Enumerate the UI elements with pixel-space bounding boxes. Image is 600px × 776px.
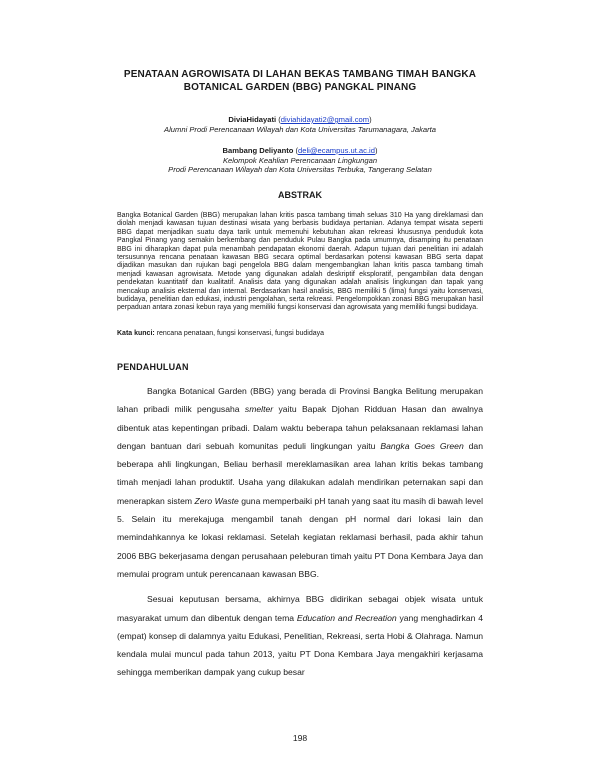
text-run: guna memperbaiki pH tanah yang saat itu masih di bawah level 5. Selain itu merekajuga mengambil tanah dengan pH normal dari lokasi lain dan memindahkannya ke lokasi reklamasi. Setelah kegiatan reklamasi berhasil, pada akhir tahun 2006 BBG bekerjasama dengan perusahaan peleburan timah yaitu PT Dona Kembara Jaya dan memulai program untuk perencanaan kawasan BBG. [117, 495, 483, 579]
section-body [117, 382, 483, 682]
author-affiliation: Alumni Prodi Perencanaan Wilayah dan Kota Universitas Tarumanagara, Jakarta [164, 124, 436, 134]
section-heading: PENDAHULUAN [117, 362, 189, 372]
italic-term: Zero Waste [194, 495, 239, 506]
text-run: dan beberapa ahli lingkungan, Beliau berhasil mereklamasikan area lahan kritis bekas tambang timah menjadi lahan produktif. Usaha yang dilakukan adalah mendirikan peternakan sapi dan menerapkan sistem [117, 440, 483, 506]
text-run: yaitu Bapak Djohan Ridduan Hasan dan awalnya dibentuk atas kepentingan pribadi. Dalam waktu beberapa tahun pelaksanaan reklamasi lahan dengan bantuan dari sebuah komunitas peduli lingkungan yaitu [117, 404, 483, 451]
text-run: yang menghadirkan 4 (empat) konsep di dalamnya yaitu Edukasi, Penelitian, Rekreasi, serta Hobi & Olahraga. Namun kendala mulai muncul pada tahun 2013, yaitu PT Dona Kembara Jaya mengakhiri kerjasama sehingga memberikan dampak yang cukup besar [117, 612, 483, 678]
text-run: Bangka Botanical Garden (BBG) yang berada di Provinsi Bangka Belitung merupakan lahan pribadi milik pengusaha [117, 386, 483, 415]
author-1: DiviaHidayati (diviahidayati2@gmail.com) Alumni Prodi Perencanaan Wilayah dan Kota Universitas Tarumanagara, Jakarta [60, 115, 540, 134]
abstract-text: Bangka Botanical Garden (BBG) merupakan lahan kritis pasca tambang timah seluas 310 Ha yang direklamasi dan diolah menjadi kawasan tujuan destinasi wisata yang berbasis budidaya pertanian. Adanya tempat wisata seperti BBG dapat menjadikan suatu daya tarik untuk memenuhi kebutuhan akan rekreasi khususnya penduduk kota Pangkal Pinang yang semakin berkembang dan penduduk Pulau Bangka pada umumnya, disamping itu penataan BBG ini diharapkan dapat pula menambah pendapatan ekonomi daerah. Adapun tujuan dari penelitian ini adalah tersusunnya rencana penataan kawasan BBG secara optimal berdasarkan potensi kawasan BBG serta dapat dijadikan masukan dan rujukan bagi pengelola BBG dalam mengembangkan lahan kritis pasca tambang timah menjadi kawasan agrowisata. Metode yang digunakan adalah deskriptif eksploratif, pengambilan data dengan pendekatan kuantitatif dan kualitatif. Analisis data yang digunakan adalah analisis lingkungan dan tapak yang mencakup analisis eksternal dan internal. Berdasarkan hasil analisis, BBG memiliki 5 (lima) fungsi yaitu konservasi, budidaya, penelitian dan edukasi, industri pengolahan, serta rekreasi. Pengelompokkan zonasi BBG merupakan hasil perpaduan antara zonasi kebun raya yang memiliki fungsi konservasi dan agrowisata yang memiliki fungsi budidaya. [117, 212, 483, 312]
abstract-heading: ABSTRAK [278, 190, 322, 200]
page-number: 198 [292, 733, 308, 743]
body-paragraph [117, 382, 483, 583]
italic-term: smelter [244, 404, 274, 415]
author-affiliation: Kelompok Keahlian Perencanaan Lingkungan [222, 155, 378, 165]
keywords-label: Kata kunci: [117, 330, 155, 337]
keywords-value: rencana penataan, fungsi konservasi, fungsi budidaya [156, 330, 325, 337]
italic-term: Education and Recreation [296, 612, 397, 623]
keywords [117, 330, 483, 337]
body-paragraph [117, 590, 483, 681]
author-2: Bambang Deliyanto (deli@ecampus.ut.ac.id) Kelompok Keahlian Perencanaan Lingkungan Prodi Perencanaan Wilayah dan Kota Universitas Terbuka, Tangerang Selatan [60, 146, 540, 175]
author-affiliation: Prodi Perencanaan Wilayah dan Kota Universitas Terbuka, Tangerang Selatan [168, 165, 432, 174]
author-name: Bambang Deliyanto [222, 146, 294, 155]
text-run: Sesuai keputusan bersama, akhirnya BBG didirikan sebagai objek wisata untuk masyarakat umum dan dibentuk dengan tema [117, 594, 483, 623]
paper-title [60, 68, 540, 94]
author-email-link[interactable]: diviahidayati2@gmail.com [280, 115, 370, 124]
italic-term: Bangka Goes Green [380, 440, 464, 451]
author-email-link[interactable]: deli@ecampus.ut.ac.id [298, 146, 375, 155]
title-line-1: PENATAAN AGROWISATA DI LAHAN BEKAS TAMBANG TIMAH BANGKA [123, 69, 477, 80]
author-name: DiviaHidayati [228, 115, 277, 124]
title-line-2: BOTANICAL GARDEN (BBG) PANGKAL PINANG [183, 82, 417, 93]
